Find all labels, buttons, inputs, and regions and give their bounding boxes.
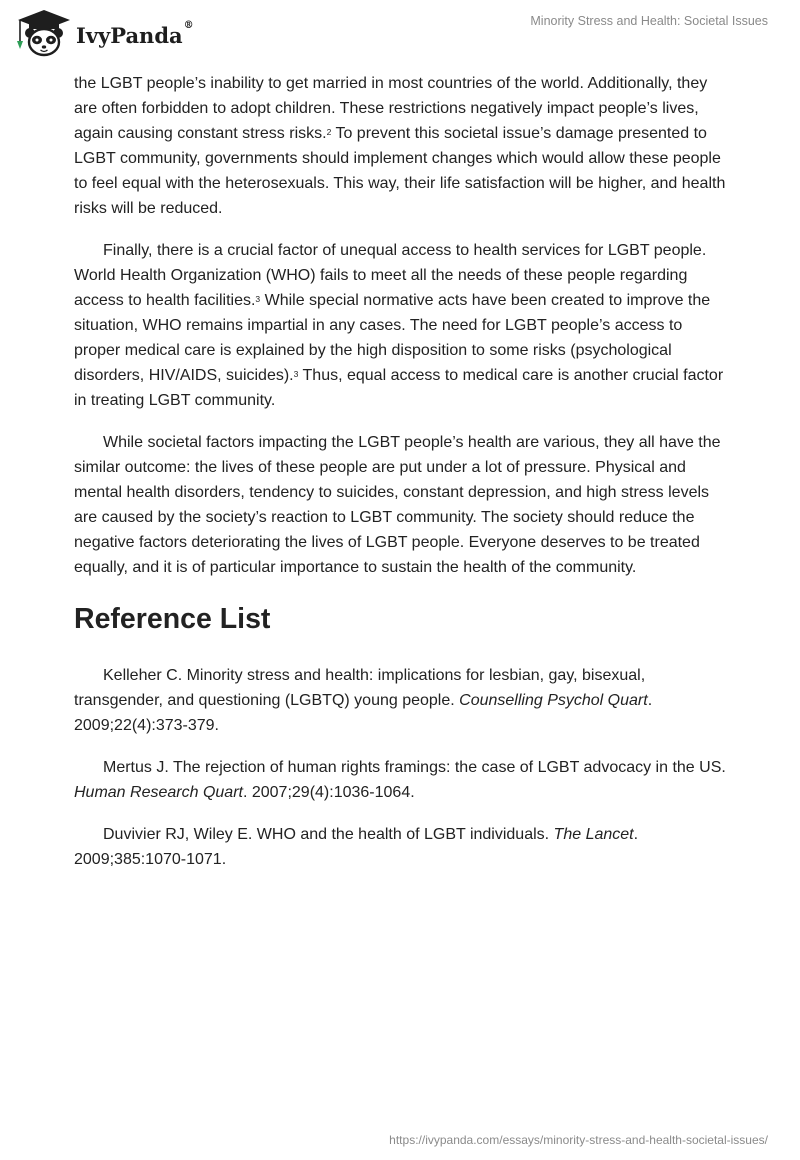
essay-body — [74, 71, 726, 889]
reference-item: Duvivier RJ, Wiley E. WHO and the health of LGBT individuals. The Lancet. 2009;385:1070-1071. — [74, 826, 639, 868]
journal-title: Counselling Psychol Quart — [459, 692, 648, 709]
brand-name: IvyPanda® — [76, 19, 194, 48]
reference-item: Kelleher C. Minority stress and health: implications for lesbian, gay, bisexual, transgender, and questioning (LGBTQ) young people. Counselling Psychol Quart. 2009;22(4):373-379. — [74, 667, 653, 734]
journal-title: Human Research Quart — [74, 784, 243, 801]
journal-title: The Lancet — [553, 826, 634, 843]
paragraph: the LGBT people’s inability to get married in most countries of the world. Additionally, they are often forbidden to adopt children. These restrictions negatively impact people’s lives, again causing constant stress risks.$^2$ To prevent this societal issue’s damage presented to LGBT community, governments should implement changes which would allow these people to feel equal with the heterosexuals. This way, their life satisfaction will be higher, and health risks will be reduced. — [74, 75, 726, 217]
paragraph: While societal factors impacting the LGBT people’s health are various, they all have the similar outcome: the lives of these people are put under a lot of pressure. Physical and mental health disorders, tendency to suicides, constant depression, and high stress levels are caused by the society’s reaction to LGBT community. The society should reduce the negative factors deteriorating the lives of LGBT people. Everyone deserves to be treated equally, and it is of particular importance to sustain the health of the community. — [74, 434, 721, 576]
footnote-ref: 3 — [255, 294, 261, 304]
panda-graduate-icon — [14, 9, 74, 59]
page-header — [0, 0, 800, 72]
reference-item: Mertus J. The rejection of human rights framings: the case of LGBT advocacy in the US. Human Research Quart. 2007;29(4):1036-1064. — [74, 759, 726, 801]
footnote-ref: 3 — [293, 369, 299, 379]
footnote-ref: 2 — [326, 127, 332, 137]
running-title: Minority Stress and Health: Societal Issues — [530, 14, 768, 28]
paragraph: Finally, there is a crucial factor of unequal access to health services for LGBT people. World Health Organization (WHO) fails to meet all the needs of these people regarding access to health facilities.$^3$ While special normative acts have been created to improve the situation, WHO remains impartial in any cases. The need for LGBT people’s access to proper medical care is explained by the high disposition to some risks (psychological disorders, HIV/AIDS, suicides).$^3$ Thus, equal access to medical care is another crucial factor in treating LGBT community. — [74, 242, 724, 409]
ivypanda-logo[interactable] — [14, 9, 194, 59]
reference-list-heading: Reference List — [74, 603, 271, 635]
source-url-link[interactable]: https://ivypanda.com/essays/minority-stress-and-health-societal-issues/ — [389, 1133, 768, 1147]
